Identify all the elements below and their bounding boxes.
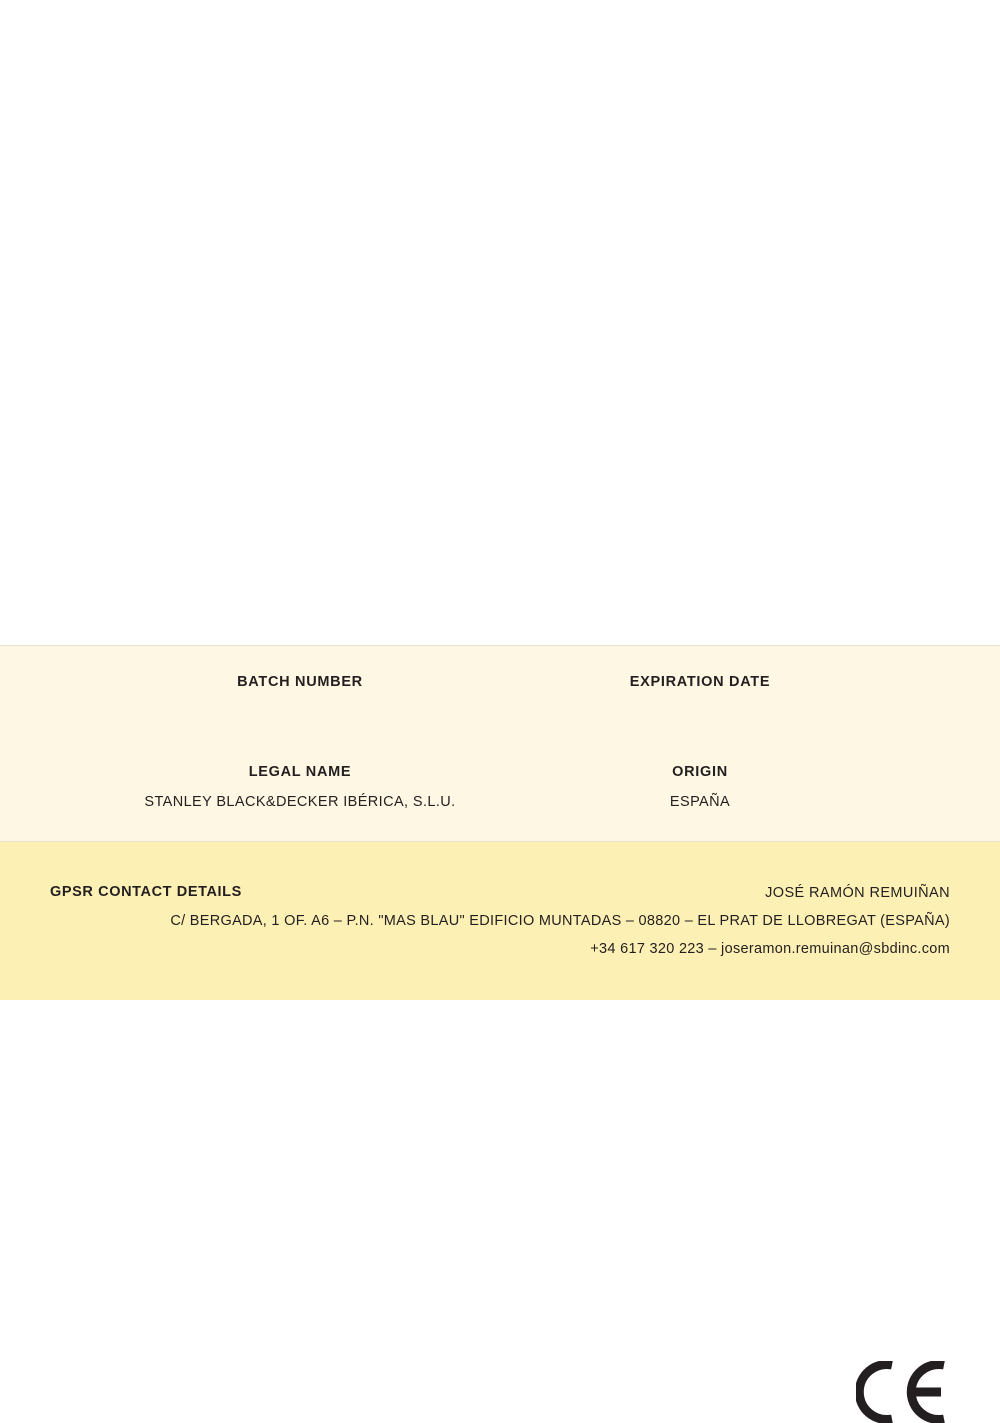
ce-marking-icon [856, 1361, 948, 1423]
origin-label: ORIGIN [672, 764, 728, 780]
batch-number-label: BATCH NUMBER [237, 674, 363, 690]
product-info-band [0, 645, 1000, 842]
origin-value: ESPAÑA [669, 794, 731, 810]
legal-name-label: LEGAL NAME [248, 764, 352, 780]
gpsr-address: C/ BERGADA, 1 OF. A6 – P.N. "MAS BLAU" EDIFICIO MUNTADAS – 08820 – EL PRAT DE LLOBREGAT (ESPAÑA) [170, 913, 950, 929]
gpsr-title: GPSR CONTACT DETAILS [50, 884, 242, 900]
blank-label-area [0, 0, 1000, 645]
expiration-date-field [470, 674, 930, 704]
origin-field [470, 764, 930, 810]
gpsr-contact-band [0, 842, 1000, 1000]
expiration-date-label: EXPIRATION DATE [629, 674, 771, 690]
legal-name-value: STANLEY BLACK&DECKER IBÉRICA, S.L.U. [144, 794, 456, 810]
gpsr-phone-email: +34 617 320 223 – joseramon.remuinan@sbdinc.com [590, 941, 950, 957]
gpsr-person-name: JOSÉ RAMÓN REMUIÑAN [765, 885, 950, 901]
